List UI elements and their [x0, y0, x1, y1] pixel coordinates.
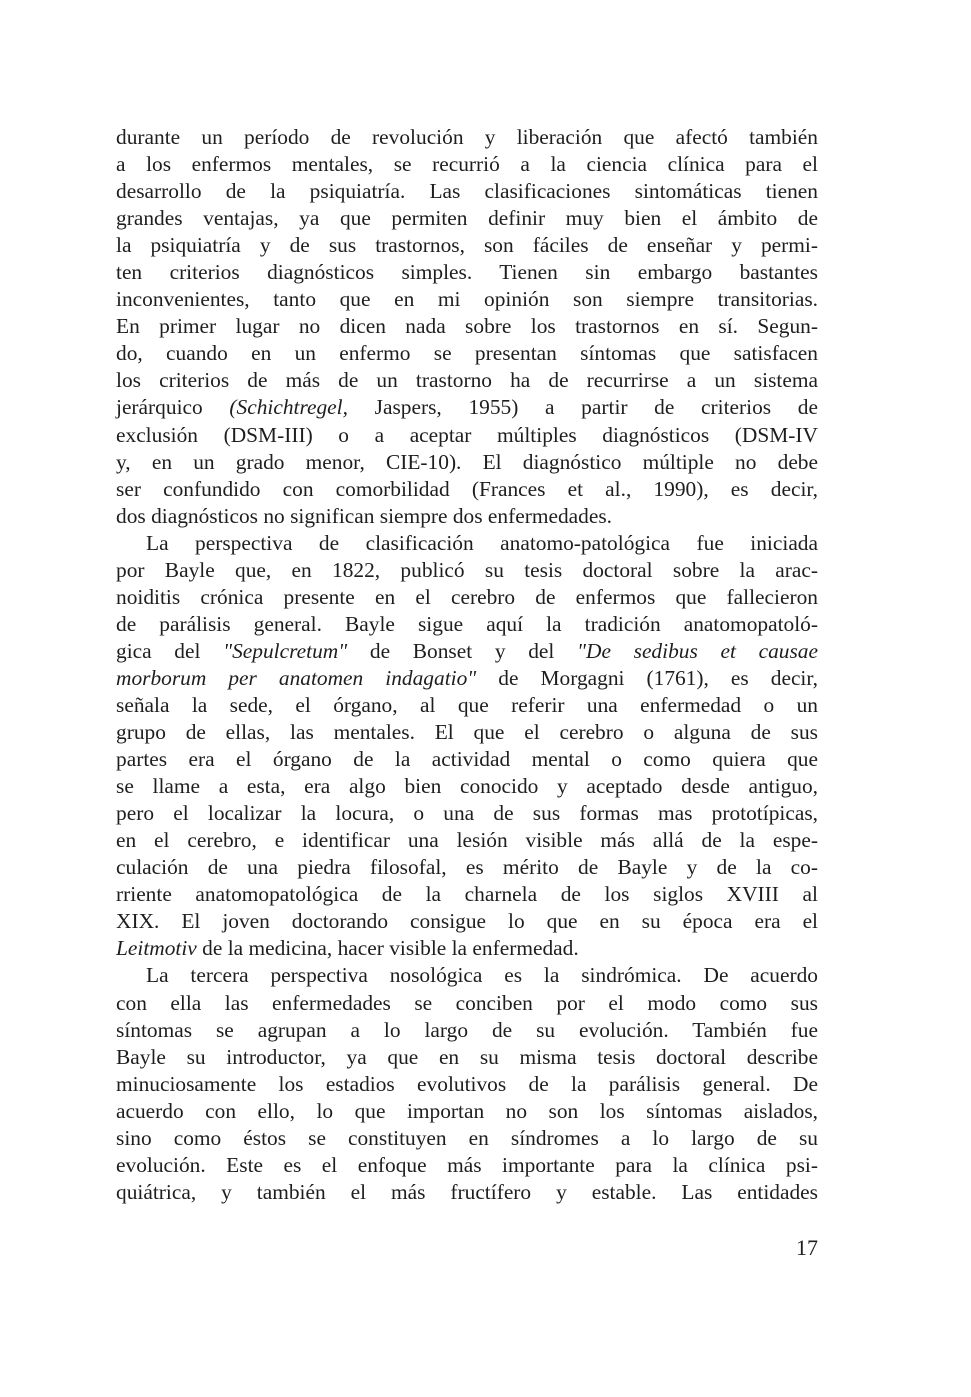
text-line: grupo de ellas, las mentales. El que el cerebro o alguna de sus: [116, 720, 818, 745]
paragraph-1: [116, 124, 818, 530]
text-line: La perspectiva de clasificación anatomo-patológica fue iniciada: [146, 530, 818, 555]
text-line: exclusión (DSM-III) o a aceptar múltiples diagnósticos (DSM-IV: [116, 422, 818, 447]
text-line: inconvenientes, tanto que en mi opinión son siempre transitorias.: [116, 287, 818, 312]
text-line: se llame a esta, era algo bien conocido y aceptado desde antiguo,: [116, 774, 818, 799]
text-line: sino como éstos se constituyen en síndromes a lo largo de su: [116, 1125, 818, 1150]
paragraph-2: [116, 530, 818, 963]
text-line: morborum per anatomen indagatio" de Morgagni (1761), es decir,: [116, 665, 818, 690]
text-line: grandes ventajas, ya que permiten definir muy bien el ámbito de: [116, 206, 818, 231]
text-line: los criterios de más de un trastorno ha de recurrirse a un sistema: [116, 368, 818, 393]
text-line: En primer lugar no dicen nada sobre los trastornos en sí. Segun-: [116, 314, 818, 339]
text-line: durante un período de revolución y liberación que afectó también: [116, 125, 818, 149]
text-line: noiditis crónica presente en el cerebro de enfermos que fallecieron: [116, 584, 818, 609]
text-line: Leitmotiv de la medicina, hacer visible la enfermedad.: [116, 936, 579, 961]
body-text: [116, 124, 818, 1206]
text-line: rriente anatomopatológica de la charnela de los siglos XVIII al: [116, 882, 818, 907]
text-line: do, cuando en un enfermo se presentan síntomas que satisfacen: [116, 341, 818, 366]
text-line: pero el localizar la locura, o una de sus formas mas prototípicas,: [116, 801, 818, 826]
text-line: culación de una piedra filosofal, es mérito de Bayle y de la co-: [116, 855, 818, 880]
text-line: La tercera perspectiva nosológica es la sindrómica. De acuerdo: [146, 963, 818, 988]
text-line: síntomas se agrupan a lo largo de su evolución. También fue: [116, 1017, 818, 1042]
text-line: y, en un grado menor, CIE-10). El diagnóstico múltiple no debe: [116, 449, 818, 474]
paragraph-3: [116, 962, 818, 1205]
text-line: evolución. Este es el enfoque más importante para la clínica psi-: [116, 1152, 818, 1177]
text-line: de parálisis general. Bayle sigue aquí la tradición anatomopatoló-: [116, 611, 818, 636]
text-line: partes era el órgano de la actividad mental o como quiera que: [116, 747, 818, 772]
page-number: 17: [796, 1235, 818, 1260]
text-line: a los enfermos mentales, se recurrió a la ciencia clínica para el: [116, 152, 818, 177]
text-line: señala la sede, el órgano, al que referir una enfermedad o un: [116, 692, 818, 717]
text-line: gica del "Sepulcretum" de Bonset y del "De sedibus et causae: [116, 638, 818, 663]
text-line: desarrollo de la psiquiatría. Las clasificaciones sintomáticas tienen: [116, 179, 818, 204]
text-line: ser confundido con comorbilidad (Frances et al., 1990), es decir,: [116, 476, 818, 501]
text-line: quiátrica, y también el más fructífero y estable. Las entidades: [116, 1179, 818, 1204]
text-line: la psiquiatría y de sus trastornos, son fáciles de enseñar y permi-: [116, 233, 818, 258]
text-line: en el cerebro, e identificar una lesión visible más allá de la espe-: [116, 828, 818, 853]
text-line: dos diagnósticos no significan siempre dos enfermedades.: [116, 503, 613, 528]
text-line: con ella las enfermedades se conciben por el modo como sus: [116, 990, 818, 1015]
text-line: por Bayle que, en 1822, publicó su tesis doctoral sobre la arac-: [116, 557, 818, 582]
text-line: Bayle su introductor, ya que en su misma tesis doctoral describe: [116, 1044, 818, 1069]
text-line: minuciosamente los estadios evolutivos de la parálisis general. De: [116, 1071, 818, 1096]
text-line: XIX. El joven doctorando consigue lo que en su época era el: [116, 909, 818, 934]
text-line: jerárquico (Schichtregel, Jaspers, 1955) a partir de criterios de: [116, 395, 818, 420]
text-line: acuerdo con ello, lo que importan no son los síntomas aislados,: [116, 1098, 818, 1123]
text-line: ten criterios diagnósticos simples. Tienen sin embargo bastantes: [116, 260, 818, 285]
